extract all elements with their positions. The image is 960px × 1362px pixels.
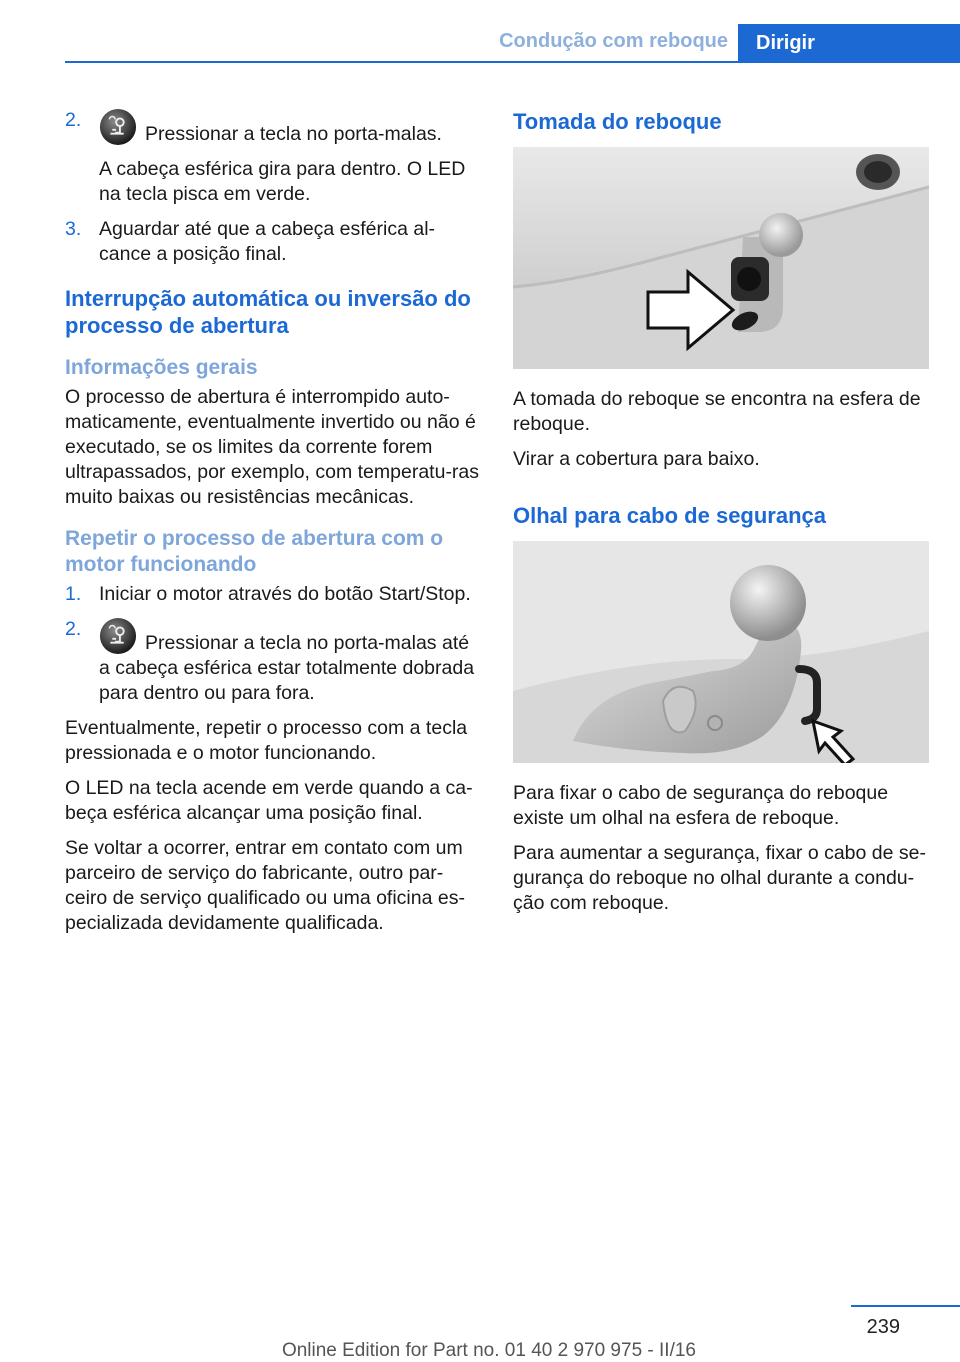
section-heading: Interrupção automática ou inversão do processo de abertura xyxy=(65,286,471,338)
body-paragraph: O processo de abertura é interrompido auto‐maticamente, eventualmente invertido ou não é executado, se os limites da corrente forem ultrapassados, por exemplo, com temperatu‐ras muito baixas ou resistências mecânicas. xyxy=(65,386,480,508)
tow-hitch-button-icon xyxy=(99,108,137,146)
body-paragraph: Para aumentar a segurança, fixar o cabo de se‐gurança do reboque no olhal durante a condu‐ção com reboque. xyxy=(513,842,926,914)
step-item xyxy=(65,617,483,706)
step-item xyxy=(65,582,483,607)
page-number: 239 xyxy=(866,1316,900,1338)
body-paragraph: A tomada do reboque se encontra na esfera de reboque. xyxy=(513,388,921,435)
step-text: Pressionar a tecla no porta-malas até a cabeça esférica estar totalmente dobrada para dentro ou para fora. xyxy=(99,632,475,704)
left-column xyxy=(65,108,483,946)
header-section-title: Condução com reboque xyxy=(499,30,728,52)
body-paragraph: O LED na tecla acende em verde quando a ca‐beça esférica alcançar uma posição final. xyxy=(65,777,473,824)
body-paragraph: Para fixar o cabo de segurança do reboque existe um olhal na esfera de reboque. xyxy=(513,782,889,829)
step-number: 2. xyxy=(65,618,82,640)
section-heading: Olhal para cabo de segurança xyxy=(513,503,827,528)
header-chapter-tab[interactable]: Dirigir xyxy=(738,24,960,62)
section-heading: Tomada do reboque xyxy=(513,109,722,134)
footer-rule xyxy=(851,1305,960,1307)
step-number: 3. xyxy=(65,218,82,240)
trailer-socket-illustration xyxy=(513,147,929,369)
safety-cable-eye-illustration xyxy=(513,541,929,763)
step-number: 2. xyxy=(65,109,82,131)
body-paragraph: Virar a cobertura para baixo. xyxy=(513,448,760,470)
subsection-heading: Repetir o processo de abertura com o motor funcionando xyxy=(65,527,444,576)
body-paragraph: Se voltar a ocorrer, entrar em contato com um parceiro de serviço do fabricante, outro par‐ceiro de serviço qualificado ou uma oficina es‐pecializada devidamente qualificada. xyxy=(65,837,465,934)
page-footer xyxy=(0,1300,960,1362)
edition-note: Online Edition for Part no. 01 40 2 970 975 - II/16 xyxy=(281,1340,696,1361)
tow-hitch-button-icon xyxy=(99,617,137,655)
right-column xyxy=(513,108,929,926)
subsection-heading: Informações gerais xyxy=(65,356,258,379)
step-text: Iniciar o motor através do botão Start/Stop. xyxy=(99,583,471,605)
step-item xyxy=(65,217,483,267)
body-paragraph: Eventualmente, repetir o processo com a tecla pressionada e o motor funcionando. xyxy=(65,717,468,764)
step-item xyxy=(65,108,483,207)
step-number: 1. xyxy=(65,583,82,605)
header-rule xyxy=(65,61,960,63)
page-header xyxy=(65,24,960,62)
step-text: Pressionar a tecla no porta-malas. xyxy=(145,123,442,145)
step-text: Aguardar até que a cabeça esférica al‐cance a posição final. xyxy=(99,218,436,265)
step-result: A cabeça esférica gira para dentro. O LED na tecla pisca em verde. xyxy=(99,158,466,205)
